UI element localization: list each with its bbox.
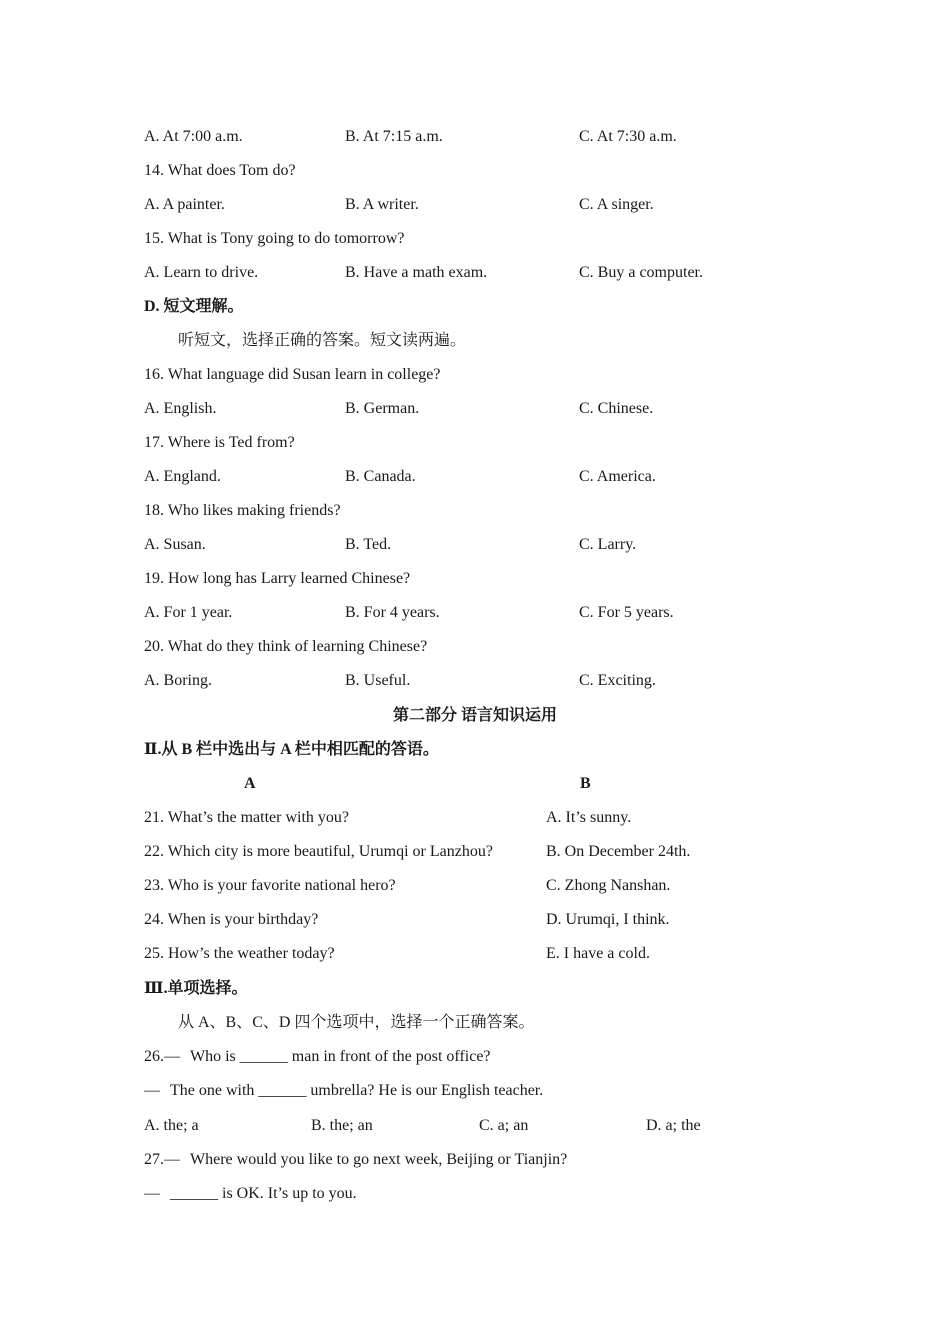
q27-number: 27. xyxy=(144,1151,164,1168)
match-answer: C. Zhong Nanshan. xyxy=(546,877,671,894)
q14-option-c: C. A singer. xyxy=(579,196,654,213)
q14-question: 14. What does Tom do? xyxy=(144,162,296,179)
q26-option-c: C. a; an xyxy=(479,1117,529,1134)
match-question: 24. When is your birthday? xyxy=(144,911,319,928)
q18-option-c: C. Larry. xyxy=(579,536,637,553)
q27-line-1 xyxy=(144,1149,567,1171)
q26-text-1: Who is ______ man in front of the post office? xyxy=(190,1048,491,1065)
q26-option-a: A. the; a xyxy=(144,1117,199,1134)
match-answer: E. I have a cold. xyxy=(546,945,650,962)
match-answer: A. It’s sunny. xyxy=(546,809,632,826)
section-d-instruction: 听短文，选择正确的答案。短文读两遍。 xyxy=(178,332,467,349)
section-d-heading: D. 短文理解。 xyxy=(144,298,244,315)
match-question: 23. Who is your favorite national hero? xyxy=(144,877,396,894)
dash: — xyxy=(144,1185,160,1202)
q16-option-a: A. English. xyxy=(144,400,217,417)
q16-question: 16. What language did Susan learn in college? xyxy=(144,366,441,383)
q26-line-1 xyxy=(144,1046,491,1068)
q17-option-a: A. England. xyxy=(144,468,221,485)
q19-option-c: C. For 5 years. xyxy=(579,604,674,621)
q16-option-c: C. Chinese. xyxy=(579,400,654,417)
q15-option-a: A. Learn to drive. xyxy=(144,264,259,281)
dash: — xyxy=(144,1082,160,1099)
q20-option-a: A. Boring. xyxy=(144,672,212,689)
q19-option-a: A. For 1 year. xyxy=(144,604,233,621)
q17-option-c: C. America. xyxy=(579,468,656,485)
q27-line-2 xyxy=(144,1183,357,1205)
q13-option-b: B. At 7:15 a.m. xyxy=(345,128,443,145)
match-question: 21. What’s the matter with you? xyxy=(144,809,349,826)
q20-option-b: B. Useful. xyxy=(345,672,411,689)
q15-option-c: C. Buy a computer. xyxy=(579,264,703,281)
section-iii-heading: Ⅲ.单项选择。 xyxy=(144,980,248,997)
q18-option-b: B. Ted. xyxy=(345,536,392,553)
q16-option-b: B. German. xyxy=(345,400,420,417)
match-question: 22. Which city is more beautiful, Urumqi or Lanzhou? xyxy=(144,843,493,860)
dash: — xyxy=(164,1048,180,1065)
q20-option-c: C. Exciting. xyxy=(579,672,656,689)
q20-question: 20. What do they think of learning Chinese? xyxy=(144,638,428,655)
q18-question: 18. Who likes making friends? xyxy=(144,502,341,519)
q18-option-a: A. Susan. xyxy=(144,536,206,553)
q15-question: 15. What is Tony going to do tomorrow? xyxy=(144,230,405,247)
q27-text-1: Where would you like to go next week, Beijing or Tianjin? xyxy=(190,1151,568,1168)
q19-question: 19. How long has Larry learned Chinese? xyxy=(144,570,411,587)
q17-question: 17. Where is Ted from? xyxy=(144,434,295,451)
section-iii-instruction: 从 A、B、C、D 四个选项中，选择一个正确答案。 xyxy=(178,1014,535,1031)
match-answer: D. Urumqi, I think. xyxy=(546,911,670,928)
q17-option-b: B. Canada. xyxy=(345,468,416,485)
q26-text-2: The one with ______ umbrella? He is our English teacher. xyxy=(170,1082,544,1099)
match-answer: B. On December 24th. xyxy=(546,843,691,860)
q26-line-2 xyxy=(144,1080,543,1102)
column-a-header: A xyxy=(244,775,256,792)
q14-option-a: A. A painter. xyxy=(144,196,225,213)
section-ii-heading: Ⅱ.从 B 栏中选出与 A 栏中相匹配的答语。 xyxy=(144,741,439,758)
q19-option-b: B. For 4 years. xyxy=(345,604,440,621)
match-question: 25. How’s the weather today? xyxy=(144,945,335,962)
part-2-title: 第二部分 语言知识运用 xyxy=(392,707,557,724)
dash: — xyxy=(164,1151,180,1168)
q27-text-2: ______ is OK. It’s up to you. xyxy=(170,1185,357,1202)
q15-option-b: B. Have a math exam. xyxy=(345,264,488,281)
q26-option-d: D. a; the xyxy=(646,1117,701,1134)
q26-number: 26. xyxy=(144,1048,164,1065)
q13-option-a: A. At 7:00 a.m. xyxy=(144,128,243,145)
q13-option-c: C. At 7:30 a.m. xyxy=(579,128,677,145)
q26-option-b: B. the; an xyxy=(311,1117,373,1134)
q14-option-b: B. A writer. xyxy=(345,196,419,213)
column-b-header: B xyxy=(580,775,591,792)
